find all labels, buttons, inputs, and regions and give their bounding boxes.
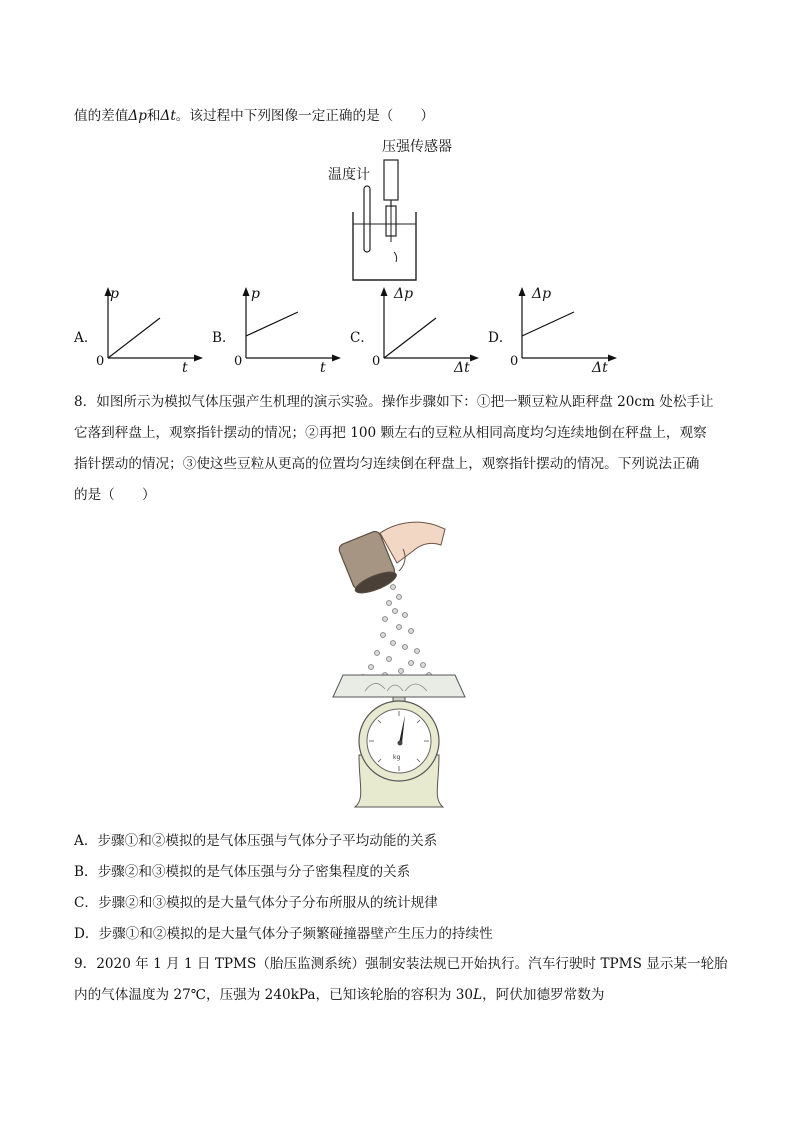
- thermometer-label: 温度计: [328, 167, 370, 183]
- q8-option-c: C．步骤②和③模拟的是大量气体分子分布所服从的统计规律: [74, 895, 438, 911]
- graph-x-label: t: [320, 360, 326, 376]
- water-curl: [394, 252, 397, 262]
- graph-line: [522, 312, 574, 336]
- graph-option-label: D．: [488, 330, 513, 346]
- beans: [353, 585, 438, 690]
- x-axis-arrow: [608, 355, 617, 362]
- q8-option-d: D．步骤①和②模拟的是大量气体分子频繁碰撞器壁产生压力的持续性: [74, 926, 493, 942]
- x-axis-arrow: [194, 355, 203, 362]
- q8-line-3: 指针摆动的情况；③使这些豆粒从更高的位置均匀连续倒在秤盘上，观察指针摆动的情况。下列说法正确: [74, 456, 700, 472]
- graph-a: [74, 284, 209, 376]
- graph-y-label: p: [251, 286, 260, 302]
- graph-option-label: A．: [74, 330, 98, 346]
- q9-line-2: [74, 985, 604, 1005]
- q9-line-2-a: 内的气体温度为 27℃，压强为 240kPa，已知该轮胎的容积为 30: [74, 987, 474, 1003]
- y-axis-arrow: [381, 287, 388, 296]
- q7-stem-text-a: 值的差值: [74, 108, 129, 124]
- graph-line: [108, 318, 160, 358]
- q9-line-2-b: ，阿伏加德罗常数为: [482, 987, 605, 1003]
- q8-line-4: 的是（ ）: [74, 487, 156, 503]
- graph-origin-label: 0: [372, 354, 381, 369]
- q7-delta-p: Δp: [128, 108, 147, 124]
- graph-option-label: C．: [350, 330, 374, 346]
- q7-and: 和: [146, 108, 161, 124]
- graph-y-label: Δp: [394, 286, 414, 302]
- graph-c: [350, 284, 485, 376]
- graph-y-label: p: [110, 286, 119, 302]
- graph-x-label: t: [182, 360, 188, 376]
- graph-y-label: Δp: [532, 286, 552, 302]
- graph-line: [384, 318, 436, 358]
- q8-scale-illustration: [325, 515, 475, 815]
- thermometer: [364, 186, 370, 252]
- graph-b: [212, 284, 347, 376]
- graph-origin-label: 0: [234, 354, 243, 369]
- q7-apparatus-figure: [320, 134, 480, 284]
- beaker: [353, 212, 416, 280]
- q7-delta-t: Δt: [160, 108, 176, 124]
- q8-line-2: 它落到秤盘上，观察指针摆动的情况；②再把 100 颗左右的豆粒从相同高度均匀连续地倒在秤盘上，观察: [74, 425, 707, 441]
- dial-hub: [398, 741, 403, 746]
- q8-line-1: 8．如图所示为模拟气体压强产生机理的演示实验。操作步骤如下：①把一颗豆粒从距秤盘 20cm 处松手让: [74, 394, 714, 410]
- sensor-body: [384, 160, 398, 200]
- y-axis-arrow: [243, 287, 250, 296]
- graph-d: [488, 284, 623, 376]
- graph-line: [246, 312, 298, 336]
- graph-x-label: Δt: [592, 360, 608, 376]
- graph-x-label: Δt: [454, 360, 470, 376]
- graph-origin-label: 0: [510, 354, 519, 369]
- q7-stem: [74, 106, 434, 126]
- q7-stem-text-b: 。该过程中下列图像一定正确的是（ ）: [175, 108, 435, 124]
- dial-unit: kg: [393, 754, 401, 761]
- x-axis-arrow: [470, 355, 479, 362]
- sensor-label: 压强传感器: [382, 139, 452, 155]
- q8-option-b: B．步骤②和③模拟的是气体压强与分子密集程度的关系: [74, 864, 411, 880]
- graph-option-label: B．: [212, 330, 236, 346]
- graph-origin-label: 0: [96, 354, 105, 369]
- q9-line-2-unit: L: [473, 987, 483, 1003]
- x-axis-arrow: [332, 355, 341, 362]
- scale-pan: [333, 675, 465, 697]
- y-axis-arrow: [519, 287, 526, 296]
- q8-option-a: A．步骤①和②模拟的是气体压强与气体分子平均动能的关系: [74, 833, 438, 849]
- q9-line-1: 9．2020 年 1 月 1 日 TPMS（胎压监测系统）强制安装法规已开始执行。汽车行驶时 TPMS 显示某一轮胎: [74, 956, 728, 972]
